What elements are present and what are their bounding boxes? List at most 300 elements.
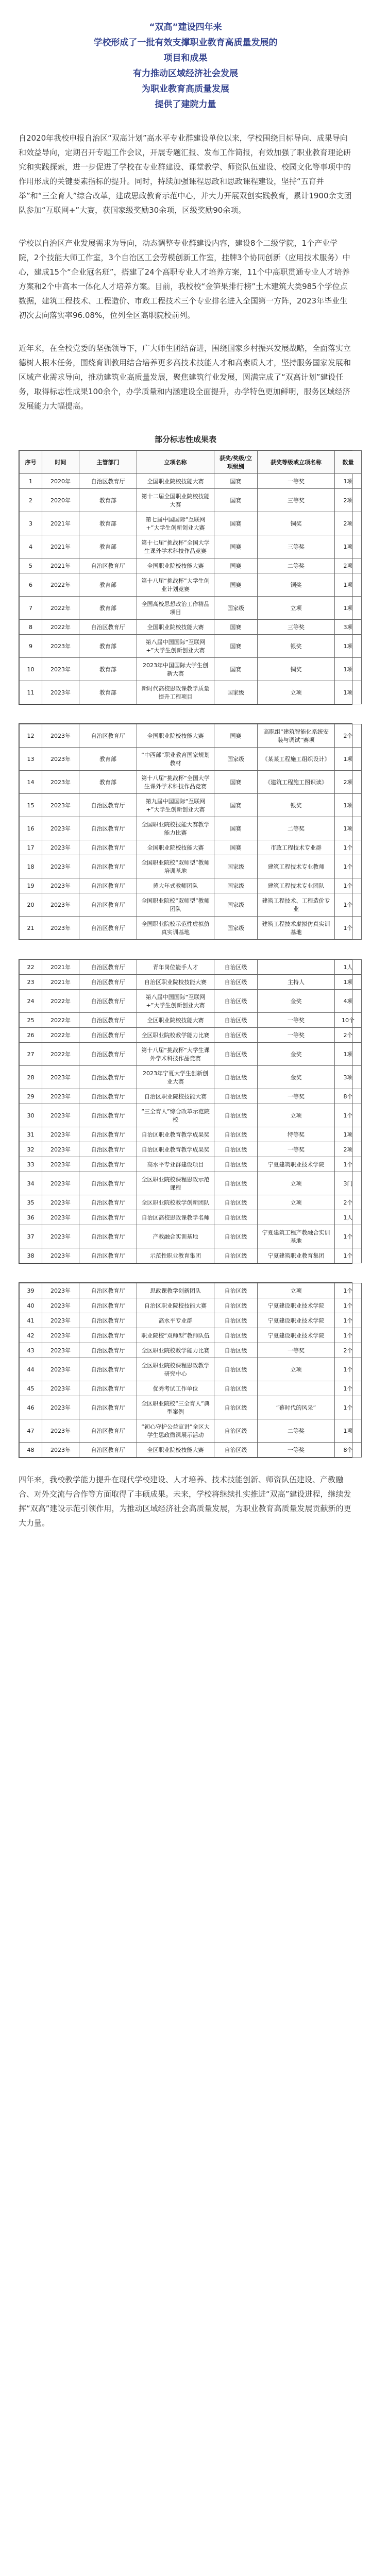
table-cell: 国家级 (214, 878, 258, 893)
table-cell: 34 (20, 1172, 42, 1195)
table-cell: 国赛 (214, 724, 258, 748)
table-cell: 2023年 (42, 1396, 79, 1419)
table-cell: 自治区教育厅 (79, 1195, 137, 1210)
table-cell: 1个 (335, 855, 362, 878)
table-cell: 国赛 (214, 794, 258, 817)
table-cell: 国赛 (214, 489, 258, 512)
table-cell: 2023年 (42, 658, 79, 681)
table-cell: 8 (20, 620, 42, 635)
table-cell: 32 (20, 1142, 42, 1157)
table-cell: 市政工程技术专业群 (258, 840, 335, 855)
table-row (20, 620, 362, 635)
table-cell: 24 (20, 990, 42, 1013)
table-row (20, 1172, 362, 1195)
table-cell: 全区职业院校技能大赛 (137, 1443, 214, 1458)
table-cell: 一等奖 (258, 1028, 335, 1043)
table-cell: 自治区高校思政课教学名师 (137, 1210, 214, 1225)
table-cell: 1人 (335, 1210, 362, 1225)
table-cell: 1项 (335, 474, 362, 489)
table-cell: 产教融合实训基地 (137, 1225, 214, 1248)
table-cell: 1项 (335, 573, 362, 597)
table-cell: 44 (20, 1358, 42, 1381)
table-cell: 二等奖 (258, 558, 335, 573)
table-cell: 自治区职业教育教学成果奖 (137, 1142, 214, 1157)
achievement-grid (19, 959, 362, 1263)
table-row (20, 724, 362, 748)
achievement-tables (0, 450, 371, 1458)
table-cell: 1项 (335, 658, 362, 681)
table-cell: 2023年 (42, 748, 79, 771)
table-cell: 新时代高校思政课教学质量提升工程项目 (137, 681, 214, 704)
table-cell: 青年岗位能手人才 (137, 960, 214, 975)
table-cell: 自治区教育厅 (79, 558, 137, 573)
table-cell: 自治区级 (214, 1043, 258, 1066)
table-cell: 宁夏建筑职业教育集团 (258, 1248, 335, 1263)
table-cell: 全区职业院校“三全育人”典型案例 (137, 1396, 214, 1419)
table-cell: 金奖 (258, 1066, 335, 1089)
table-cell: 2020年 (42, 489, 79, 512)
table-cell: 8个 (335, 1443, 362, 1458)
table-row (20, 1225, 362, 1248)
table-row (20, 1328, 362, 1343)
table-cell: 宁夏建设职业技术学院 (258, 1298, 335, 1313)
table-cell: 自治区教育厅 (79, 724, 137, 748)
table-cell: “幕时代的风采” (258, 1396, 335, 1419)
table-row (20, 1419, 362, 1443)
table-cell: 立项 (258, 1283, 335, 1298)
table-cell: 2023年 (42, 1313, 79, 1328)
table-cell: 国家级 (214, 748, 258, 771)
table-cell: 宁夏建设职业技术学院 (258, 1313, 335, 1328)
table-cell: 1项 (335, 794, 362, 817)
table-cell: 建筑工程技术、工程造价专业 (258, 893, 335, 917)
table-cell: 18 (20, 855, 42, 878)
table-cell: 自治区职业院校技能大赛 (137, 1298, 214, 1313)
table-cell: 《建筑工程施工图识读》 (258, 771, 335, 794)
table-cell: 2021年 (42, 960, 79, 975)
table-cell: 黄大年式教师团队 (137, 878, 214, 893)
table-cell: 国家级 (214, 681, 258, 704)
table-cell: 第十七届“挑战杯”全国大学生课外学术科技作品竞赛 (137, 535, 214, 558)
table-cell: 1个 (335, 840, 362, 855)
table-cell: 1个 (335, 1157, 362, 1172)
table-cell: 第十二届全国职业院校技能大赛 (137, 489, 214, 512)
table-cell: 一等奖 (258, 1013, 335, 1028)
table-row (20, 960, 362, 975)
table-cell: 宁夏建筑职业技术学院 (258, 1157, 335, 1172)
table-cell: 2022年 (42, 1028, 79, 1043)
table-cell: 宁夏建设职业技术学院 (258, 1328, 335, 1343)
table-cell: 全国职业院校技能大赛 (137, 724, 214, 748)
table-cell (258, 1210, 335, 1225)
table-row (20, 635, 362, 658)
table-cell: 教育部 (79, 573, 137, 597)
table-cell: 25 (20, 1013, 42, 1028)
achievement-grid (19, 1283, 362, 1458)
table-cell: 自治区教育厅 (79, 1066, 137, 1089)
table-cell: 教育部 (79, 658, 137, 681)
table-cell: 自治区教育厅 (79, 1298, 137, 1313)
table-cell: 自治区教育厅 (79, 878, 137, 893)
table-cell: 2021年 (42, 975, 79, 990)
table-cell: 全国职业院校技能大赛 (137, 840, 214, 855)
table-cell: 31 (20, 1127, 42, 1142)
table-cell: 三等奖 (258, 535, 335, 558)
table-cell: 2021年 (42, 512, 79, 535)
header-banner (49, 20, 322, 112)
table-cell: 19 (20, 878, 42, 893)
table-cell: 自治区教育厅 (79, 1381, 137, 1396)
header-line: 为职业教育高质量发展 (142, 84, 229, 94)
table-cell: 2个 (335, 724, 362, 748)
table-cell: 全国职业院校“双师型”教师团队 (137, 893, 214, 917)
table-cell: 1人 (335, 960, 362, 975)
table-row (20, 1443, 362, 1458)
table-cell: 4 (20, 535, 42, 558)
table-cell: 2023年 (42, 1210, 79, 1225)
table-cell: 宁夏建筑工程产教融合实训基地 (258, 1225, 335, 1248)
table-cell: 1个 (335, 1248, 362, 1263)
header-line: “双高”建设四年来 (149, 22, 222, 32)
table-cell: 1项 (335, 535, 362, 558)
table-cell: 26 (20, 1028, 42, 1043)
table-cell: 41 (20, 1313, 42, 1328)
table-cell: 2023年 (42, 1419, 79, 1443)
table-cell: 1个 (335, 1396, 362, 1419)
table-cell: 1个 (335, 917, 362, 940)
table-cell: 2022年 (42, 573, 79, 597)
table-cell: 自治区级 (214, 975, 258, 990)
table-cell: 国赛 (214, 474, 258, 489)
table-cell: 1个 (335, 893, 362, 917)
table-cell: 2022年 (42, 1043, 79, 1066)
table-cell: 1个 (335, 1104, 362, 1127)
table-cell: 全国高校思想政治工作精品项目 (137, 597, 214, 620)
table-cell: 2023年 (42, 794, 79, 817)
table-cell: 高水平专业群 (137, 1313, 214, 1328)
table-cell: 自治区教育厅 (79, 1089, 137, 1104)
table-cell: 全国职业院校技能大赛 (137, 474, 214, 489)
table-cell: 高水平专业群建设项目 (137, 1157, 214, 1172)
table-cell: 38 (20, 1248, 42, 1263)
header-line: 项目和成果 (163, 53, 208, 63)
table-cell: 自治区级 (214, 1381, 258, 1396)
table-row (20, 1089, 362, 1104)
table-cell: “初心守护公益宣讲”全区大学生思政微课展示活动 (137, 1419, 214, 1443)
table-cell: 39 (20, 1283, 42, 1298)
table-cell: 立项 (258, 1172, 335, 1195)
table-cell: 自治区级 (214, 1172, 258, 1195)
table-cell: 22 (20, 960, 42, 975)
table-cell: 自治区教育厅 (79, 1104, 137, 1127)
table-cell: 2023年 (42, 1343, 79, 1358)
table-cell: 1项 (335, 597, 362, 620)
table-cell: 8个 (335, 1089, 362, 1104)
table-row (20, 975, 362, 990)
achievement-table (19, 723, 352, 940)
table-cell: 2021年 (42, 535, 79, 558)
paragraph-2: 学校以自治区产业发展需求为导向，动态调整专业群建设内容，建设8个二级学院，1个产业学院，2个技能大师工作室，3个自治区工会劳模创新工作室，挂牌3个协同创新（应用技术服务）中心，建成15个“企业冠名班”，搭建了24个高职专业人才培养方案，11个中高职贯通专业人才培养方案和2个中高本一体化人才培养方案。目前，我校校“金笋果排行榜”土木建筑大类985个学位点数据，建筑工程技术、工程造价、市政工程技术三个专业排名进入全国第一方阵，2023年毕业生初次去向落实率96.08%，位列全区高职院校前列。 (19, 239, 350, 320)
table-cell: 自治区级 (214, 990, 258, 1013)
table-cell: 自治区教育厅 (79, 474, 137, 489)
table-cell: 20 (20, 893, 42, 917)
table-cell: 国赛 (214, 840, 258, 855)
achievement-grid (19, 724, 362, 940)
table-cell: 自治区教育厅 (79, 817, 137, 840)
table-cell: 国赛 (214, 658, 258, 681)
table-cell: 自治区教育厅 (79, 1283, 137, 1298)
table-cell: 9 (20, 635, 42, 658)
table-row (20, 1210, 362, 1225)
table-cell: 教育部 (79, 535, 137, 558)
table-cell: 1个 (335, 878, 362, 893)
table-cell: 2023年 (42, 1381, 79, 1396)
table-row (20, 597, 362, 620)
table-cell: 立项 (258, 597, 335, 620)
table-cell: 自治区教育厅 (79, 1142, 137, 1157)
table-cell: 建筑工程技术专业团队 (258, 878, 335, 893)
table-cell: 金奖 (258, 1043, 335, 1066)
table-cell: 2021年 (42, 558, 79, 573)
table-cell: 1项 (335, 681, 362, 704)
table-cell: 自治区级 (214, 1283, 258, 1298)
table-cell: 3项 (335, 1066, 362, 1089)
table-cell: 一等奖 (258, 1443, 335, 1458)
table-cell: 自治区教育厅 (79, 1225, 137, 1248)
table-cell: 自治区教育厅 (79, 975, 137, 990)
table-cell: 自治区教育厅 (79, 855, 137, 878)
table-cell: 1项 (335, 748, 362, 771)
table-cell: 1项 (335, 1127, 362, 1142)
table-cell: 全国职业院校示范性虚拟仿真实训基地 (137, 917, 214, 940)
table-cell: 第十八届“挑战杯”大学生课外学术科技作品竞赛 (137, 1043, 214, 1066)
table-cell: 教育部 (79, 748, 137, 771)
table-cell: 教育部 (79, 512, 137, 535)
table-row (20, 1043, 362, 1066)
table-row (20, 558, 362, 573)
table-row (20, 489, 362, 512)
table-cell: 2022年 (42, 1013, 79, 1028)
table-cell: 2023年 (42, 1358, 79, 1381)
table-cell: 2023年 (42, 855, 79, 878)
table-cell: 2023年宁夏大学生创新创业大赛 (137, 1066, 214, 1089)
table-cell: 14 (20, 771, 42, 794)
table-cell: 自治区级 (214, 1443, 258, 1458)
table-row (20, 535, 362, 558)
table-cell: 国赛 (214, 620, 258, 635)
table-cell: 自治区级 (214, 1328, 258, 1343)
table-cell: 1 (20, 474, 42, 489)
table-cell: 3项 (335, 620, 362, 635)
table-cell: 自治区教育厅 (79, 840, 137, 855)
table-cell: 自治区教育厅 (79, 1358, 137, 1381)
table-cell: 自治区级 (214, 1343, 258, 1358)
paragraph-3: 近年来，在全校党委的坚强领导下，广大师生团结奋进，围绕国家乡村振兴发展战略，全面落实立德树人根本任务，围绕育训教用结合培养更多高技术技能人才和高素质人才，坚持服务国家发展和区域产业需求导向，推动建筑业高质量发展，聚焦建筑行业发展，圆满完成了“双高计划”建设任务，取得标志性成果100余个，办学质量和内涵建设全面提升，办学特色更加鲜明，服务区域经济发展能力大幅提高。 (19, 344, 351, 411)
table-cell: 1个 (335, 1225, 362, 1248)
table-cell: 全区职业院校教学能力比赛 (137, 1343, 214, 1358)
table-cell: 自治区级 (214, 1142, 258, 1157)
table-cell: 立项 (258, 1104, 335, 1127)
table-row (20, 1396, 362, 1419)
table-cell: 21 (20, 917, 42, 940)
table-cell: 45 (20, 1381, 42, 1396)
table-title: 部分标志性成果表 (154, 435, 216, 444)
table-cell: 13 (20, 748, 42, 771)
table-gap (0, 1264, 371, 1277)
table-cell: 47 (20, 1419, 42, 1443)
table-row (20, 893, 362, 917)
table-cell: 12 (20, 724, 42, 748)
table-cell: 自治区教育厅 (79, 1210, 137, 1225)
table-cell: 一等奖 (258, 474, 335, 489)
table-cell: 国家级 (214, 855, 258, 878)
table-row (20, 658, 362, 681)
table-row (20, 1283, 362, 1298)
table-cell: 自治区级 (214, 1358, 258, 1381)
table-cell: 2项 (335, 489, 362, 512)
table-cell: 国赛 (214, 817, 258, 840)
table-cell: “三全育人”综合改革示范院校 (137, 1104, 214, 1127)
table-cell: 2023年 (42, 917, 79, 940)
table-header-cell: 数量 (335, 451, 362, 474)
table-header-cell: 序号 (20, 451, 42, 474)
table-cell: 国赛 (214, 535, 258, 558)
table-cell: 全国职业院校“双师型”教师培训基地 (137, 855, 214, 878)
table-cell: 46 (20, 1396, 42, 1419)
table-cell: 思政课教学创新团队 (137, 1283, 214, 1298)
table-cell: 10 (20, 658, 42, 681)
table-cell: 28 (20, 1066, 42, 1089)
table-cell: 教育部 (79, 771, 137, 794)
table-cell: 2023年 (42, 1157, 79, 1172)
table-cell: 自治区级 (214, 1225, 258, 1248)
table-cell: 自治区教育厅 (79, 1172, 137, 1195)
table-cell: 2 (20, 489, 42, 512)
table-cell: 1项 (335, 817, 362, 840)
table-cell: 2023年 (42, 1104, 79, 1127)
table-cell: 自治区教育厅 (79, 1028, 137, 1043)
table-cell: 自治区教育厅 (79, 1396, 137, 1419)
table-cell: 23 (20, 975, 42, 990)
table-cell: 2023年 (42, 771, 79, 794)
table-row (20, 1142, 362, 1157)
table-cell: 1项 (335, 635, 362, 658)
table-cell: 全国职业院校技能大赛 (137, 558, 214, 573)
table-cell: 自治区级 (214, 1127, 258, 1142)
table-cell: 42 (20, 1328, 42, 1343)
table-cell: 自治区级 (214, 1066, 258, 1089)
table-cell: 1项 (335, 975, 362, 990)
table-cell: 第十八届“挑战杯”全国大学生课外学术科技作品竞赛 (137, 771, 214, 794)
table-cell: 教育部 (79, 681, 137, 704)
table-cell: 2023年 (42, 724, 79, 748)
table-cell: 国赛 (214, 771, 258, 794)
table-cell: 33 (20, 1157, 42, 1172)
table-cell: 职业院校“双师型”教师队伍 (137, 1328, 214, 1343)
table-row (20, 1358, 362, 1381)
table-header-cell: 获奖等级或立项名称 (258, 451, 335, 474)
table-cell: 国赛 (214, 635, 258, 658)
table-cell: 自治区教育厅 (79, 960, 137, 975)
table-cell: 全国职业院校技能大赛 (137, 620, 214, 635)
table-cell: 自治区级 (214, 960, 258, 975)
table-cell: 一等奖 (258, 1343, 335, 1358)
header-line: 提供了建院力量 (155, 99, 216, 110)
table-cell: 5 (20, 558, 42, 573)
table-cell: 3 (20, 512, 42, 535)
table-cell: 1项 (335, 1419, 362, 1443)
table-cell: 一等奖 (258, 1142, 335, 1157)
achievement-table (19, 1282, 352, 1458)
table-row (20, 1381, 362, 1396)
table-cell: 建筑工程技术专业教师 (258, 855, 335, 878)
table-row (20, 1066, 362, 1089)
table-cell: 银奖 (258, 794, 335, 817)
table-cell: 自治区教育厅 (79, 917, 137, 940)
table-row (20, 1127, 362, 1142)
achievement-table (19, 959, 355, 1264)
table-cell: 2023年 (42, 1142, 79, 1157)
table-row (20, 748, 362, 771)
table-cell: 第七届中国国际“互联网+”大学生创新创业大赛 (137, 512, 214, 535)
header-line: 有力推动区域经济社会发展 (133, 69, 238, 79)
table-cell: 《某某工程施工组织设计》 (258, 748, 335, 771)
table-row (20, 917, 362, 940)
table-cell: 自治区教育厅 (79, 990, 137, 1013)
table-cell: 优秀考试工作单位 (137, 1381, 214, 1396)
table-cell: 自治区级 (214, 1089, 258, 1104)
paragraph-1: 自2020年我校申报自治区“双高计划”高水平专业群建设单位以来，学校围绕目标导向、成果导向和效益导向，定期召开专题工作会议，开展专题汇报、发布工作简报，有效加强了职业教育理论研究和实践探索，进一步促进了学校在专业群建设、课堂教学、师资队伍建设、校园文化等事项中的作用形成的关键要素指标的提升。同时，持续加强课程思政和思政课程建设，坚持“五育并举”和“三全育人”综合改革，建成思政教育示范中心，并大力开展双创实践教育，累计1900余支团队参加“互联网+”大赛，获国家级奖励30余项，区级奖励90余项。 (19, 133, 352, 215)
table-cell: 1个 (335, 1328, 362, 1343)
table-gap (0, 705, 371, 718)
table-cell: 示范性职业教育集团 (137, 1248, 214, 1263)
table-row (20, 1248, 362, 1263)
table-cell: 自治区教育厅 (79, 620, 137, 635)
table-row (20, 817, 362, 840)
table-cell: 35 (20, 1195, 42, 1210)
table-cell: 1个 (335, 1358, 362, 1381)
table-cell: 自治区级 (214, 1157, 258, 1172)
table-cell: 自治区教育厅 (79, 794, 137, 817)
table-row (20, 840, 362, 855)
table-cell: 国家级 (214, 597, 258, 620)
table-cell: 2023年 (42, 840, 79, 855)
table-header-cell: 主管部门 (79, 451, 137, 474)
table-row (20, 855, 362, 878)
table-cell: 自治区级 (214, 1195, 258, 1210)
table-row (20, 1104, 362, 1127)
table-cell: 铜奖 (258, 512, 335, 535)
table-cell: 银奖 (258, 635, 335, 658)
table-cell: 全区职业院校教学创新团队 (137, 1195, 214, 1210)
table-cell: 国赛 (214, 558, 258, 573)
table-cell: 自治区级 (214, 1028, 258, 1043)
table-cell: 27 (20, 1043, 42, 1066)
table-cell: 国赛 (214, 573, 258, 597)
table-row (20, 512, 362, 535)
table-cell: 自治区级 (214, 1104, 258, 1127)
table-cell: 2023年 (42, 1225, 79, 1248)
table-cell: 2个 (335, 1343, 362, 1358)
table-cell: 三等奖 (258, 489, 335, 512)
table-cell: 自治区级 (214, 1396, 258, 1419)
table-cell: 第十八届“挑战杯”大学生创业计划竞赛 (137, 573, 214, 597)
table-cell: 主持人 (258, 975, 335, 990)
table-cell: 自治区级 (214, 1298, 258, 1313)
achievement-table (19, 450, 352, 705)
table-cell: 2个 (335, 1028, 362, 1043)
header-line: 学校形成了一批有效支撑职业教育高质量发展的 (93, 38, 278, 48)
